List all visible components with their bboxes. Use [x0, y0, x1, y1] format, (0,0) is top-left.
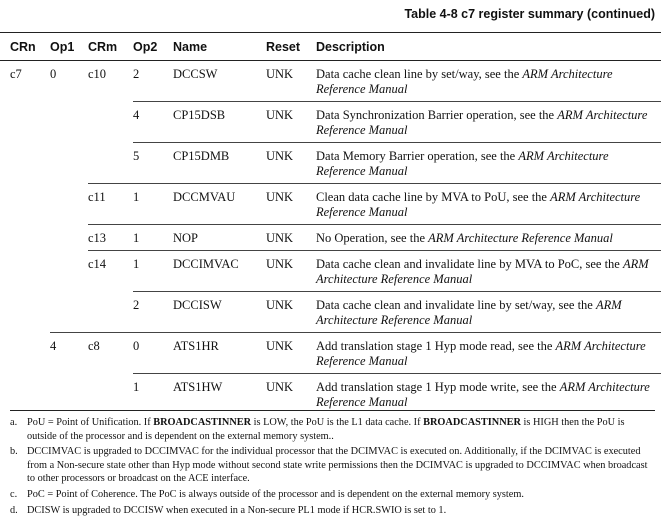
footnote-text: DCCIMVAC is upgraded to DCCIMVAC for the individual processor that the DCIMVAC is executed on. Additionally, if the DCIMVAC is executed from a Non-secure state other than Hyp mode without second state write permissions then the DCIMVAC is upgraded to DCCIMVAC when broadcast to other processors or broadcast on the ACE interface.	[27, 446, 648, 485]
cell-reset: UNK	[266, 251, 316, 292]
table-row	[0, 184, 661, 225]
table-row	[0, 374, 661, 415]
header-reset: Reset	[266, 33, 316, 61]
register-table	[0, 32, 661, 414]
cell-op1	[50, 102, 88, 143]
description-text: Data cache clean and invalidate line by set/way, see the	[316, 298, 596, 312]
cell-op1	[50, 184, 88, 225]
cell-crn	[0, 374, 50, 415]
cell-reset: UNK	[266, 184, 316, 225]
footnote-text: PoC = Point of Coherence. The PoC is always outside of the processor and is dependent on the external memory system.	[27, 488, 524, 500]
description-text: No Operation, see the	[316, 231, 429, 245]
cell-crm: c10	[88, 67, 107, 81]
footnote-text-part: PoU = Point of Unification. If	[27, 417, 154, 428]
description-reference: ARM Architecture Reference Manual	[316, 108, 648, 137]
header-crm: CRm	[88, 33, 133, 61]
cell-description	[316, 143, 661, 184]
cell-name: ATS1HW	[173, 374, 266, 415]
cell-reset: UNK	[266, 292, 316, 333]
description-reference: ARM Architecture Reference Manual	[316, 149, 609, 178]
cell-crm: c8	[88, 333, 133, 374]
cell-crm: c13	[88, 225, 133, 251]
cell-description	[316, 225, 661, 251]
cell-op2: 4	[133, 102, 173, 143]
cell-name: CP15DMB	[173, 143, 266, 184]
cell-crn	[0, 251, 50, 292]
cell-description	[316, 61, 661, 102]
signal-name: BROADCASTINNER	[153, 417, 252, 428]
cell-op2: 5	[133, 143, 173, 184]
cell-reset: UNK	[266, 61, 316, 102]
header-name: Name	[173, 33, 266, 61]
footnote-marker: a.	[10, 417, 18, 428]
cell-op2: 1	[133, 184, 173, 225]
cell-crn	[0, 143, 50, 184]
table-header-row	[0, 33, 661, 61]
cell-op1	[50, 292, 88, 333]
description-reference: ARM Architecture Reference Manual	[316, 257, 649, 286]
cell-op1	[50, 143, 88, 184]
cell-crm	[88, 102, 133, 143]
description-reference: ARM Architecture Reference Manual	[316, 190, 641, 219]
cell-name: NOP	[173, 225, 266, 251]
cell-crn	[0, 333, 50, 374]
footnote-text: DCISW is upgraded to DCCISW when executed in a Non-secure PL1 mode if HCR.SWIO is set to 1.	[27, 504, 447, 516]
cell-op2: 1	[133, 374, 173, 415]
footnote-text-part: is LOW, the PoU is the L1 data cache. If	[251, 417, 424, 428]
cell-reset: UNK	[266, 143, 316, 184]
cell-crn	[0, 184, 50, 225]
signal-name: BROADCASTINNER	[423, 417, 521, 428]
footnote-marker: c.	[10, 488, 18, 500]
description-text: Data cache clean line by set/way, see the	[316, 67, 523, 81]
cell-description	[316, 333, 661, 374]
footnote-marker: d.	[10, 504, 18, 516]
cell-crn: c7	[10, 67, 22, 81]
footnote	[10, 445, 655, 486]
cell-description	[316, 374, 661, 415]
cell-op2: 2	[133, 292, 173, 333]
cell-op1: 0	[50, 67, 57, 81]
cell-reset: UNK	[266, 374, 316, 415]
cell-name: CP15DSB	[173, 102, 266, 143]
cell-op1	[50, 374, 88, 415]
cell-op1: 4	[50, 333, 88, 374]
table-row	[0, 251, 661, 292]
cell-crn	[0, 225, 50, 251]
description-reference: ARM Architecture Reference Manual	[428, 231, 613, 245]
cell-op2: 0	[133, 333, 173, 374]
table-caption: Table 4-8 c7 register summary (continued)	[404, 7, 655, 21]
footnote-text	[27, 416, 655, 443]
header-op1: Op1	[50, 33, 88, 61]
cell-name: DCCIMVAC	[173, 251, 266, 292]
cell-op2: 2	[133, 61, 173, 102]
cell-name: DCCMVAU	[173, 184, 266, 225]
cell-crm: c14	[88, 251, 133, 292]
cell-crm	[88, 143, 133, 184]
description-reference: ARM Architecture Reference Manual	[316, 380, 650, 409]
cell-reset: UNK	[266, 102, 316, 143]
description-reference: ARM Architecture Reference Manual	[316, 298, 622, 327]
footnote-text-part: is HIGH then the PoU is outside of the processor and is dependent on the external memory system..	[27, 417, 625, 442]
description-text: Data Synchronization Barrier operation, see the	[316, 108, 558, 122]
description-reference: ARM Architecture Reference Manual	[316, 67, 613, 96]
cell-description	[316, 102, 661, 143]
description-text: Add translation stage 1 Hyp mode write, see the	[316, 380, 560, 394]
footnote-marker: b.	[10, 446, 18, 458]
cell-op1	[50, 225, 88, 251]
cell-op2: 1	[133, 225, 173, 251]
footnote	[10, 488, 655, 502]
description-reference: ARM Architecture Reference Manual	[316, 339, 646, 368]
cell-crm: c11	[88, 184, 133, 225]
footnote	[10, 504, 655, 518]
cell-op1	[50, 251, 88, 292]
header-description: Description	[316, 33, 661, 61]
description-text: Add translation stage 1 Hyp mode read, see the	[316, 339, 556, 353]
table-row	[0, 102, 661, 143]
cell-crn	[0, 102, 50, 143]
footnote	[10, 416, 655, 443]
cell-name: ATS1HR	[173, 333, 266, 374]
cell-description	[316, 251, 661, 292]
header-crn: CRn	[0, 33, 50, 61]
table-row	[0, 292, 661, 333]
cell-name: DCCISW	[173, 292, 266, 333]
cell-crm	[88, 374, 133, 415]
description-text: Data Memory Barrier operation, see the	[316, 149, 519, 163]
cell-name: DCCSW	[173, 61, 266, 102]
cell-description	[316, 292, 661, 333]
footnotes	[10, 410, 655, 517]
cell-op2: 1	[133, 251, 173, 292]
cell-reset: UNK	[266, 333, 316, 374]
table-row	[0, 61, 661, 102]
cell-crm	[88, 292, 133, 333]
cell-reset: UNK	[266, 225, 316, 251]
table-row	[0, 333, 661, 374]
header-op2: Op2	[133, 33, 173, 61]
table-row	[0, 225, 661, 251]
description-text: Data cache clean and invalidate line by MVA to PoC, see the	[316, 257, 623, 271]
cell-crn	[0, 292, 50, 333]
table-row	[0, 143, 661, 184]
cell-description	[316, 184, 661, 225]
description-text: Clean data cache line by MVA to PoU, see the	[316, 190, 551, 204]
